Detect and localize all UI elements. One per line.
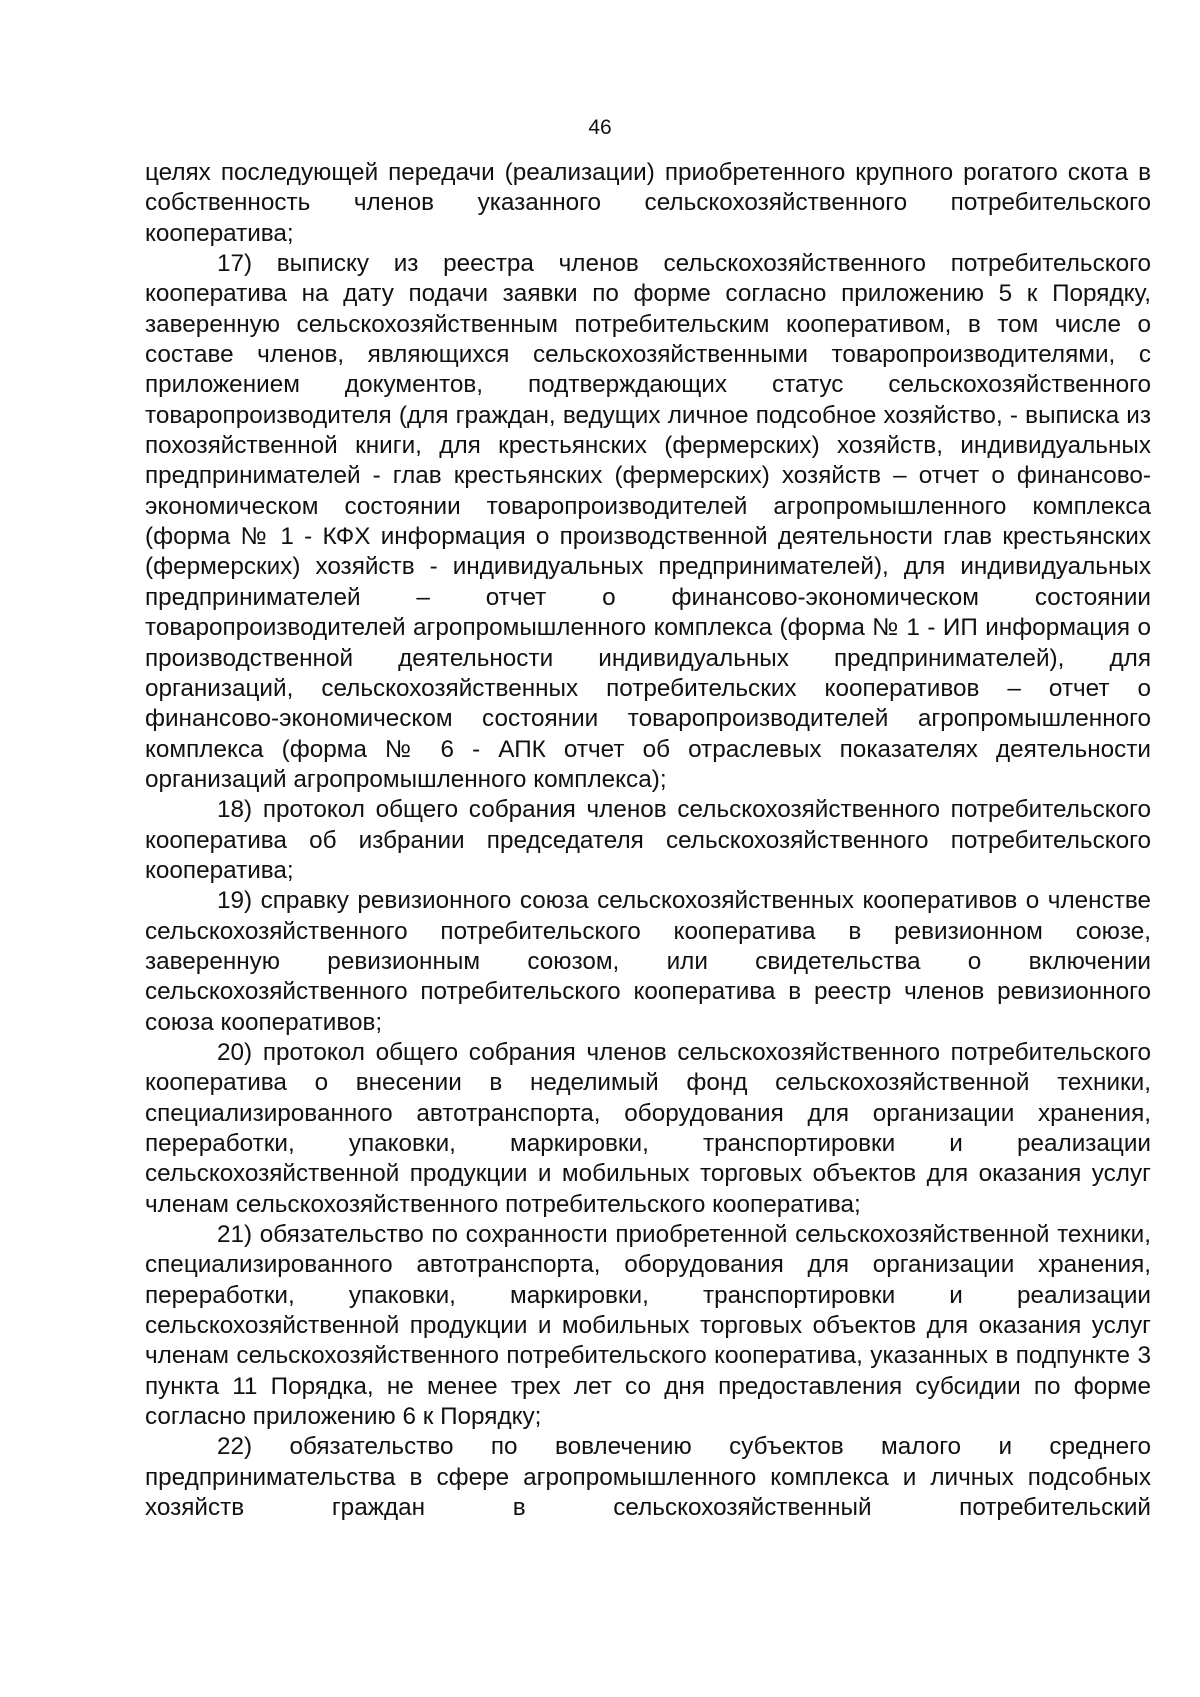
page-number: 46: [588, 116, 612, 139]
paragraph-item-21: 21) обязательство по сохранности приобретенной сельскохозяйственной техники, специализированного автотранспорта, оборудования для организации хранения, переработки, упаковки, маркировки, транспортировки и реализации сельскохозяйственной продукции и мобильных торговых объектов для оказания услуг членам сельскохозяйственного потребительского кооператива, указанных в подпункте 3 пункта 11 Порядка, не менее трех лет со дня предоставления субсидии по форме согласно приложению 6 к Порядку;: [145, 1221, 1151, 1431]
paragraph-item-19: 19) справку ревизионного союза сельскохозяйственных кооперативов о членстве сельскохозяйственного потребительского кооператива в ревизионном союзе, заверенную ревизионным союзом, или свидетельства о включении сельскохозяйственного потребительского кооператива в реестр членов ревизионного союза кооперативов;: [145, 887, 1151, 1036]
paragraph-item-18: 18) протокол общего собрания членов сельскохозяйственного потребительского кооператива об избрании председателя сельскохозяйственного потребительского кооператива;: [145, 796, 1151, 884]
paragraph-item-20: 20) протокол общего собрания членов сельскохозяйственного потребительского кооператива о внесении в неделимый фонд сельскохозяйственной техники, специализированного автотранспорта, оборудования для организации хранения, переработки, упаковки, маркировки, транспортировки и реализации сельскохозяйственной продукции и мобильных торговых объектов для оказания услуг членам сельскохозяйственного потребительского кооператива;: [145, 1038, 1151, 1218]
paragraph-item-17: 17) выписку из реестра членов сельскохозяйственного потребительского кооператива на дату подачи заявки по форме согласно приложению 5 к Порядку, заверенную сельскохозяйственным потребительским кооперативом, в том числе о составе членов, являющихся сельскохозяйственными товаропроизводителями, с приложением документов, подтверждающих статус сельскохозяйственного товаропроизводителя (для граждан, ведущих личное подсобное хозяйство, - выписка из похозяйственной книги, для крестьянских (фермерских) хозяйств, индивидуальных предпринимателей - глав крестьянских (фермерских) хозяйств – отчет о финансово-экономическом состоянии товаропроизводителей агропромышленного комплекса (форма № 1 - КФХ информация о производственной деятельности глав крестьянских (фермерских) хозяйств - индивидуальных предпринимателей), для индивидуальных предпринимателей – отчет о финансово-экономическом состоянии товаропроизводителей агропромышленного комплекса (форма № 1 - ИП информация о производственной деятельности индивидуальных предпринимателей), для организаций, сельскохозяйственных потребительских кооперативов – отчет о финансово-экономическом состоянии товаропроизводителей агропромышленного комплекса (форма № 6 - АПК отчет об отраслевых показателях деятельности организаций агропромышленного комплекса);: [145, 250, 1151, 793]
paragraph-item-22: 22) обязательство по вовлечению субъектов малого и среднего предпринимательства в сфере агропромышленного комплекса и личных подсобных хозяйств граждан в сельскохозяйственный потребительский: [145, 1433, 1151, 1522]
document-body: [145, 158, 1151, 1523]
paragraph-continuation: целях последующей передачи (реализации) приобретенного крупного рогатого скота в собственность членов указанного сельскохозяйственного потребительского кооператива;: [145, 159, 1151, 247]
